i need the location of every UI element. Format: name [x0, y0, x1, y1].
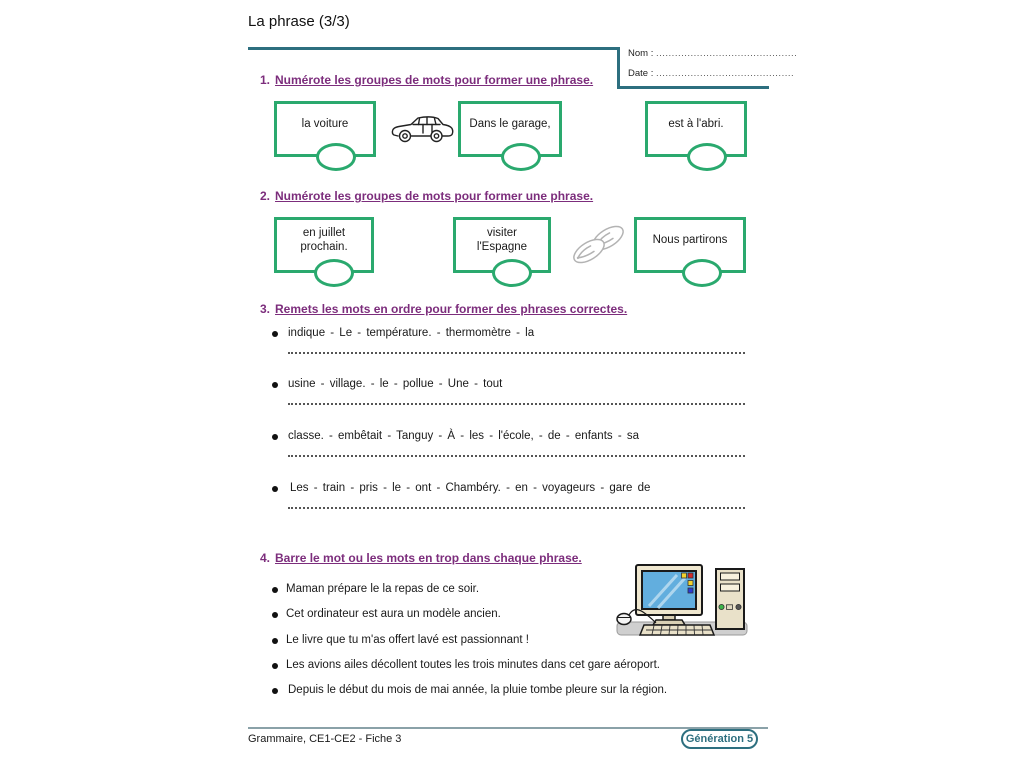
- header-rule-vertical: [617, 47, 620, 89]
- nom-line: [628, 48, 797, 59]
- word-scramble-item: classe. - embêtait - Tanguy - À - les - l'école, - de - enfants - sa: [288, 430, 640, 442]
- answer-dotted-line: [288, 507, 745, 509]
- exercise-4-heading: [260, 551, 582, 565]
- sentence-item: Le livre que tu m'as offert lavé est passionnant !: [286, 634, 529, 646]
- answer-ellipse: [682, 259, 722, 287]
- exercise-1-number: 1.: [260, 73, 271, 87]
- bullet-icon: [272, 382, 278, 388]
- answer-dotted-line: [288, 403, 745, 405]
- word-scramble-item: indique - Le - température. - thermomètre - la: [288, 327, 535, 339]
- exercise-2-heading: [260, 189, 593, 203]
- word-box: [645, 101, 747, 157]
- answer-dotted-line: [288, 455, 745, 457]
- word-box-label: est à l'abri.: [668, 118, 724, 130]
- bullet-icon: [272, 638, 278, 644]
- bullet-icon: [272, 612, 278, 618]
- word-box: [274, 217, 374, 273]
- flip-flops-icon: [562, 218, 634, 270]
- bullet-icon: [272, 663, 278, 669]
- header-rule-bottom: [620, 86, 769, 89]
- date-dots: ............................................: [656, 68, 795, 79]
- exercise-1-heading: [260, 73, 593, 87]
- answer-dotted-line: [288, 352, 745, 354]
- header-rule-top: [248, 47, 620, 50]
- answer-ellipse: [314, 259, 354, 287]
- generation5-badge: Génération 5: [681, 729, 758, 749]
- word-box-label: Dans le garage,: [469, 118, 551, 130]
- word-box-label: en juillet prochain.: [300, 227, 348, 253]
- word-box-label: la voiture: [301, 118, 349, 130]
- date-line: [628, 68, 794, 79]
- word-box: [634, 217, 746, 273]
- exercise-2-number: 2.: [260, 189, 271, 203]
- computer-icon: [616, 563, 748, 637]
- sentence-item: Depuis le début du mois de mai année, la pluie tombe pleure sur la région.: [288, 684, 668, 696]
- bullet-icon: [272, 688, 278, 694]
- car-icon: [390, 110, 456, 146]
- nom-dots: .............................................: [655, 48, 798, 59]
- sentence-item: Maman prépare le la repas de ce soir.: [286, 583, 480, 595]
- bullet-icon: [272, 331, 278, 337]
- answer-ellipse: [501, 143, 541, 171]
- bullet-icon: [272, 587, 278, 593]
- date-label: Date :: [628, 68, 654, 79]
- word-box: [274, 101, 376, 157]
- sentence-item: Les avions ailes décollent toutes les trois minutes dans cet gare aéroport.: [286, 659, 660, 671]
- word-box: [458, 101, 562, 157]
- page-title: La phrase (3/3): [248, 13, 350, 30]
- exercise-4-number: 4.: [260, 551, 271, 565]
- answer-ellipse: [316, 143, 356, 171]
- sentence-item: Cet ordinateur est aura un modèle ancien.: [286, 608, 501, 620]
- bullet-icon: [272, 486, 278, 492]
- word-box: [453, 217, 551, 273]
- exercise-3-title: Remets les mots en ordre pour former des phrases correctes.: [275, 302, 628, 316]
- word-box-label: Nous partirons: [652, 234, 728, 246]
- exercise-3-heading: [260, 302, 627, 316]
- exercise-2-title: Numérote les groupes de mots pour former une phrase.: [275, 189, 594, 203]
- word-box-label: visiter l'Espagne: [476, 227, 528, 253]
- exercise-3-number: 3.: [260, 302, 271, 316]
- bullet-icon: [272, 434, 278, 440]
- exercise-1-title: Numérote les groupes de mots pour former une phrase.: [275, 73, 594, 87]
- nom-label: Nom :: [628, 48, 654, 59]
- word-scramble-item: Les - train - pris - le - ont - Chambéry. - en - voyageurs - gare de: [290, 482, 651, 494]
- exercise-4-title: Barre le mot ou les mots en trop dans chaque phrase.: [275, 551, 582, 565]
- footer-text: Grammaire, CE1-CE2 - Fiche 3: [248, 733, 402, 745]
- answer-ellipse: [492, 259, 532, 287]
- word-scramble-item: usine - village. - le - pollue - Une - tout: [288, 378, 503, 390]
- answer-ellipse: [687, 143, 727, 171]
